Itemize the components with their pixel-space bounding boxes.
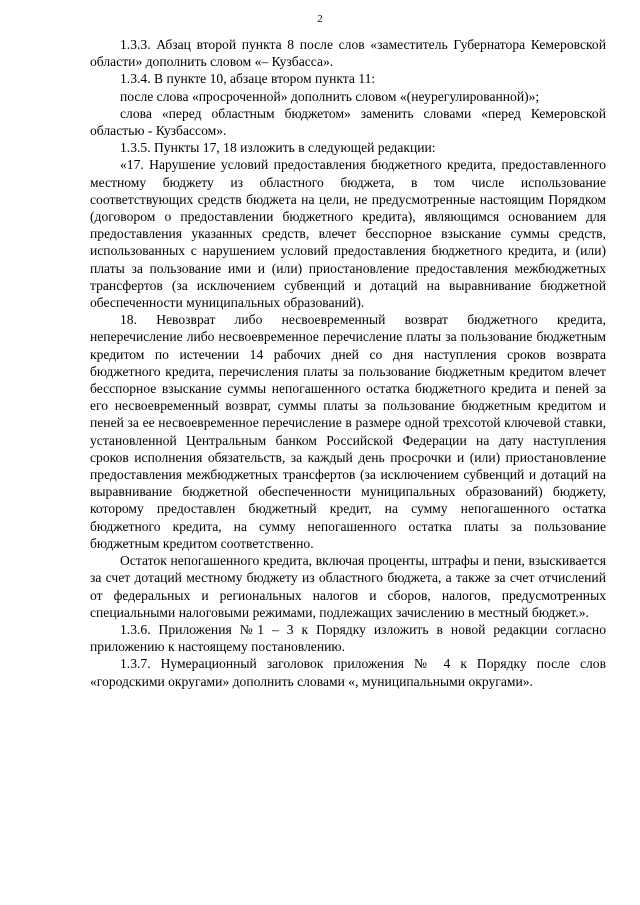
paragraph-1-3-6: 1.3.6. Приложения №1 – 3 к Порядку изложить в новой редакции согласно приложению к настоящему постановлению. bbox=[90, 621, 606, 655]
paragraph-point-17: «17. Нарушение условий предоставления бюджетного кредита, предоставленного местному бюджету из областного бюджета, в том числе использование соответствующих средств бюджета на цели, не предусмотренные настоящим Порядком (договором о предоставлении бюджетного кредита), являющимся основанием для предоставления указанных средств, влечет бесспорное взыскание суммы средств, использованных с нарушением условий предоставления бюджетного кредита, и (или) платы за пользование ими и (или) приостановление предоставления межбюджетных трансфертов (за исключением субвенций и дотаций на выравнивание бюджетной обеспеченности муниципальных образований). bbox=[90, 157, 606, 311]
paragraph-1-3-7: 1.3.7. Нумерационный заголовок приложения № 4 к Порядку после слов «городскими округами» дополнить словами «, муниципальными округами». bbox=[90, 656, 606, 689]
paragraph-1-3-4-item-1: после слова «просроченной» дополнить словом «(неурегулированной)»; bbox=[120, 88, 540, 104]
paragraph-1-3-4-item-2: слова «перед областным бюджетом» заменить словами «перед Кемеровской областью - Кузбассом». bbox=[90, 105, 606, 139]
paragraph-1-3-4: 1.3.4. В пункте 10, абзаце втором пункта 11: bbox=[120, 71, 376, 87]
paragraph-point-18: 18. Невозврат либо несвоевременный возврат бюджетного кредита, неперечисление либо несвоевременное перечисление платы за пользование бюджетным кредитом по истечении 14 рабочих дней со дня наступления сроков возврата бюджетного кредита, перечисления платы за пользование бюджетным кредитом влечет бесспорное взыскание суммы непогашенного остатка бюджетного кредита и пеней за его несвоевременный возврат, суммы платы за пользование бюджетным кредитом и пеней за ее несвоевременное перечисление в размере одной трехсотой ключевой ставки, установленной Центральным банком Российской Федерации на дату наступления сроков исполнения обязательств, за каждый день просрочки и (или) приостановление предоставления межбюджетных трансфертов (за исключением субвенций и дотаций на выравнивание бюджетной обеспеченности муниципальных образований) бюджету, которому предоставлен бюджетный кредит, на сумму непогашенного остатка бюджетного кредита, на сумму непогашенного остатка платы за пользование бюджетным кредитом соответственно. bbox=[90, 312, 606, 551]
paragraph-1-3-5: 1.3.5. Пункты 17, 18 изложить в следующей редакции: bbox=[120, 140, 436, 156]
document-body bbox=[90, 36, 606, 690]
paragraph-1-3-3: 1.3.3. Абзац второй пункта 8 после слов «заместитель Губернатора Кемеровской области» дополнить словом «– Кузбасса». bbox=[90, 37, 606, 70]
page-number: 2 bbox=[317, 13, 323, 25]
paragraph-remaining-debt: Остаток непогашенного кредита, включая проценты, штрафы и пени, взыскивается за счет дотаций местному бюджету из областного бюджета, а также за счет отчислений от федеральных и региональных налогов и сборов, налогов, предусмотренных специальными налоговыми режимами, подлежащих зачислению в местный бюджет.». bbox=[90, 553, 606, 620]
